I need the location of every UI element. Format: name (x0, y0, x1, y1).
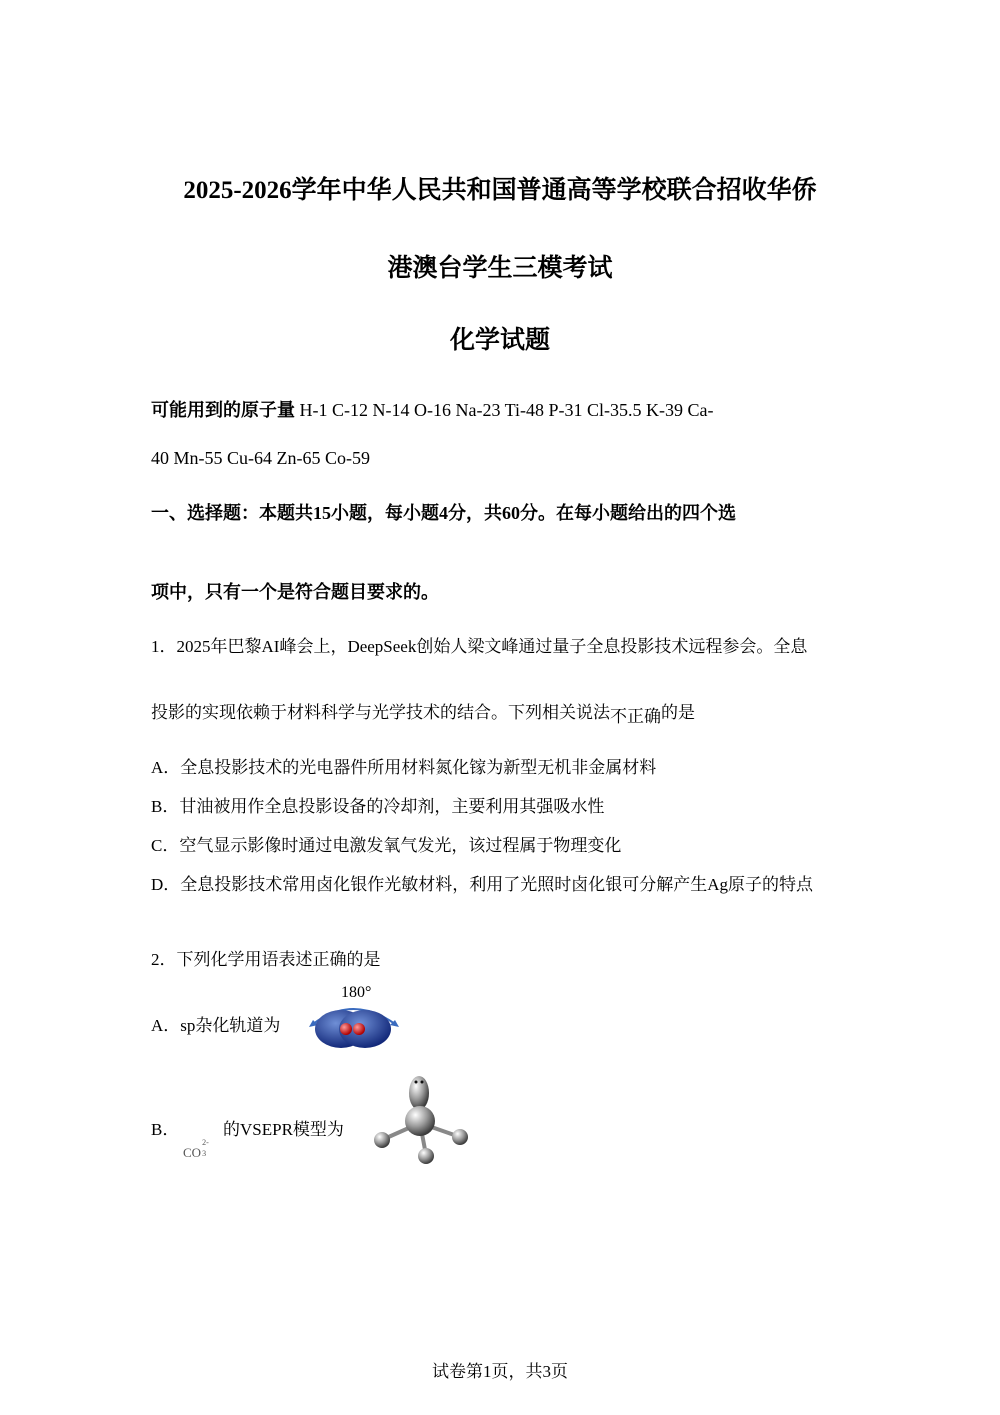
question1-option-a: A．全息投影技术的光电器件所用材料氮化镓为新型无机非金属材料 (151, 758, 657, 777)
sp-orbital-diagram (305, 980, 405, 1052)
sp-angle-label: 180° (341, 984, 372, 1001)
exam-title-line2: 港澳台学生三模考试 (387, 255, 613, 282)
atomic-mass-line1 (151, 396, 713, 422)
exam-subject-title: 化学试题 (449, 327, 550, 354)
question2-option-a-text: A．sp杂化轨道为 (151, 1016, 281, 1035)
atomic-mass-line2: 40 Mn-55 Cu-64 Zn-65 Co-59 (151, 448, 370, 468)
question2-option-b (151, 1115, 344, 1140)
atomic-mass-values: H-1 C-12 N-14 O-16 Na-23 Ti-48 P-31 Cl-35.5 K-39 Ca- (299, 400, 714, 420)
formula-superscript: 2- (202, 1138, 209, 1147)
carbonate-formula (183, 1138, 211, 1161)
exam-title-line1: 2025-2026学年中华人民共和国普通高等学校联合招收华侨 (183, 177, 817, 204)
formula-subscript: 3 (202, 1149, 207, 1158)
question1-emphasis: 不正确 (610, 707, 661, 726)
option-b-prefix: B． (151, 1120, 180, 1139)
question1-stem-text: 投影的实现依赖于材料科学与光学技术的结合。下列相关说法 (151, 703, 610, 722)
question2-stem: 2．下列化学用语表述正确的是 (151, 950, 381, 969)
formula-base: CO (183, 1145, 202, 1160)
question1-option-d: D．全息投影技术常用卤化银作光敏材料，利用了光照时卤化银可分解产生Ag原子的特点 (151, 875, 814, 894)
question1-stem-line2 (151, 698, 695, 726)
vsepr-model-diagram (370, 1073, 470, 1168)
section-heading-line1: 一、选择题：本题共15小题，每小题4分，共60分。在每小题给出的四个选 (151, 503, 736, 523)
page-footer: 试卷第1页，共3页 (432, 1362, 568, 1381)
question1-stem-line1: 1．2025年巴黎AI峰会上，DeepSeek创始人梁文峰通过量子全息投影技术远程参会。全息 (151, 637, 808, 656)
question1-option-b: B．甘油被用作全息投影设备的冷却剂，主要利用其强吸水性 (151, 797, 605, 816)
vsepr-molecule-icon (370, 1073, 470, 1168)
question1-stem-end: 的是 (661, 703, 695, 722)
option-b-text: 的VSEPR模型为 (223, 1120, 344, 1139)
atomic-mass-label: 可能用到的原子量 (151, 400, 295, 420)
section-heading-line2: 项中，只有一个是符合题目要求的。 (151, 582, 439, 602)
question1-option-c: C．空气显示影像时通过电激发氧气发光，该过程属于物理变化 (151, 836, 622, 855)
